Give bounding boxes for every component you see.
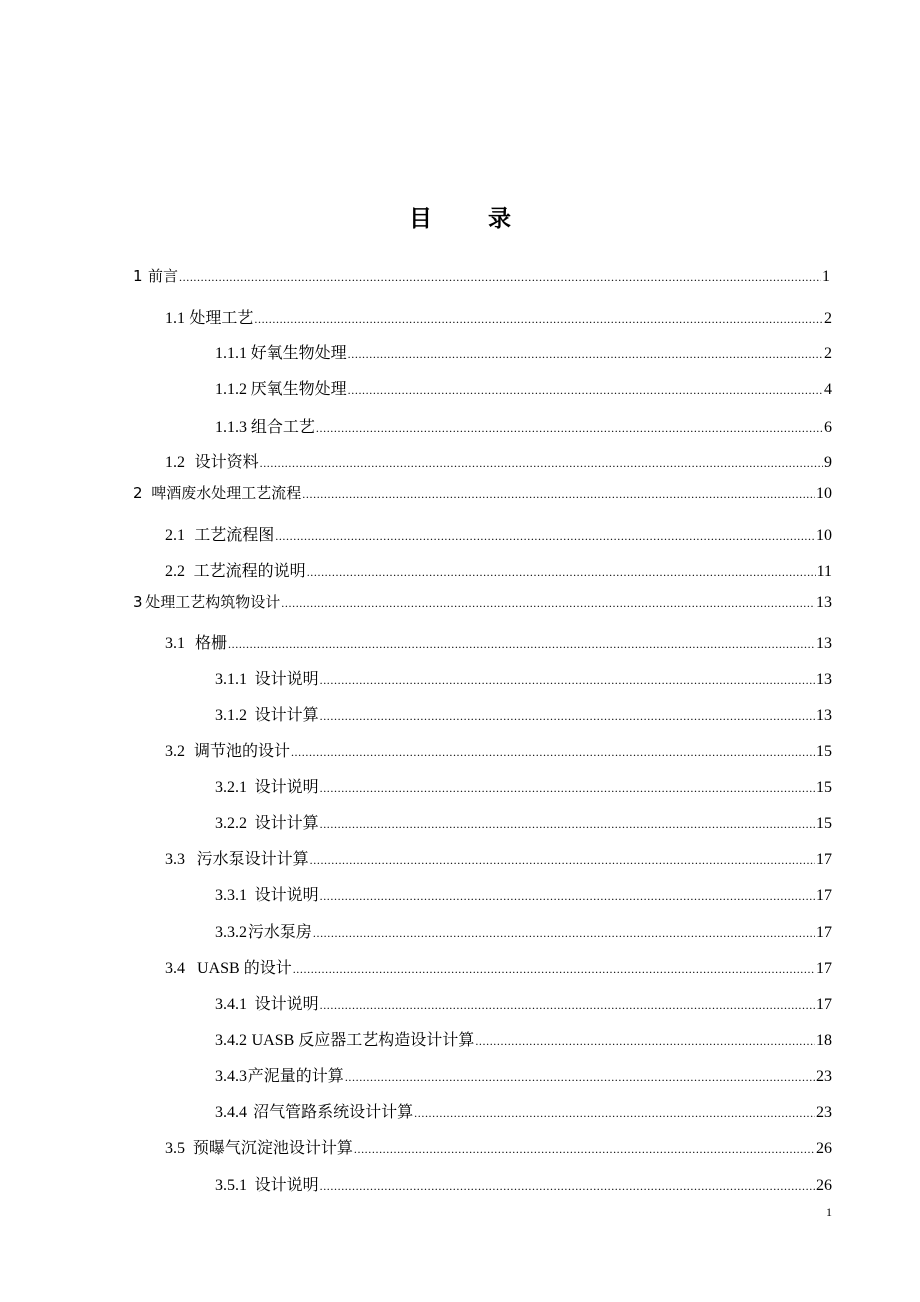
toc-entry[interactable]	[165, 1138, 832, 1160]
toc-entry-page: 17	[816, 960, 832, 977]
toc-entry[interactable]	[215, 1030, 832, 1052]
toc-leader-dots	[320, 705, 815, 727]
toc-entry[interactable]	[215, 777, 832, 799]
toc-entry-number: 3.3.2	[215, 924, 247, 941]
toc-entry-page: 1	[822, 268, 830, 285]
toc-entry[interactable]	[215, 669, 832, 691]
toc-entry-text: 设计说明	[254, 996, 319, 1013]
toc-leader-dots	[348, 379, 823, 401]
toc-entry-text: 工艺流程图	[194, 527, 275, 544]
toc-title: 目 录	[408, 206, 535, 232]
toc-entry-text: 设计计算	[254, 707, 319, 724]
toc-leader-dots	[260, 452, 823, 474]
toc-entry[interactable]	[215, 922, 832, 944]
toc-entry-number: 1.1.2	[215, 381, 247, 398]
toc-entry-page: 13	[816, 635, 832, 652]
toc-entry-text: 设计说明	[254, 1177, 319, 1194]
toc-entry-page: 17	[816, 887, 832, 904]
toc-entry-number: 1.1	[165, 310, 185, 327]
toc-entry[interactable]	[133, 591, 832, 613]
toc-entry-number: 2.1	[165, 527, 185, 544]
toc-leader-dots	[345, 1066, 815, 1088]
toc-entry-number: 3.1.1	[215, 671, 247, 688]
toc-entry[interactable]	[133, 265, 830, 287]
toc-entry-text: 设计说明	[254, 671, 319, 688]
toc-entry[interactable]	[165, 561, 832, 583]
toc-entry-text: 产泥量的计算	[247, 1068, 344, 1085]
toc-entry-number: 3.2.2	[215, 815, 247, 832]
toc-leader-dots	[307, 561, 816, 583]
toc-entry-text: UASB 反应器工艺构造设计计算	[251, 1032, 475, 1049]
toc-entry-number: 3.3.1	[215, 887, 247, 904]
toc-entry-text: 格栅	[195, 635, 228, 652]
toc-entry-text: UASB 的设计	[197, 960, 292, 977]
toc-entry-page: 26	[816, 1140, 832, 1157]
toc-entry-number: 1.1.3	[215, 419, 247, 436]
toc-leader-dots	[320, 1175, 815, 1197]
toc-entry-text: 前言	[148, 267, 179, 285]
toc-leader-dots	[275, 525, 815, 547]
toc-entry-text: 调节池的设计	[193, 743, 290, 760]
toc-entry[interactable]	[215, 343, 832, 365]
toc-entry-text: 设计说明	[254, 779, 319, 796]
toc-entry-text: 工艺流程的说明	[193, 563, 306, 580]
toc-entry-number: 3.4.2	[215, 1032, 247, 1049]
toc-entry-number: 3.1	[165, 635, 185, 652]
toc-leader-dots	[310, 849, 815, 871]
toc-leader-dots	[320, 777, 815, 799]
toc-entry-page: 23	[816, 1104, 832, 1121]
toc-entry-number: 3.4.1	[215, 996, 247, 1013]
toc-entry-text: 处理工艺构筑物设计	[145, 593, 281, 611]
toc-leader-dots	[293, 958, 815, 980]
toc-entry-page: 9	[824, 454, 832, 471]
toc-entry-number: 3.1.2	[215, 707, 247, 724]
toc-entry-page: 13	[816, 594, 832, 611]
toc-entry-number: 3.4	[165, 960, 185, 977]
toc-entry-number: 3.5	[165, 1140, 185, 1157]
toc-entry-page: 15	[816, 779, 832, 796]
toc-leader-dots	[291, 741, 815, 763]
toc-entry-page: 15	[816, 743, 832, 760]
toc-entry-text: 设计计算	[254, 815, 319, 832]
toc-leader-dots	[316, 417, 823, 439]
toc-entry[interactable]	[215, 813, 832, 835]
toc-leader-dots	[414, 1102, 815, 1124]
toc-entry-number: 3.2	[165, 743, 185, 760]
toc-entry-page: 6	[824, 419, 832, 436]
toc-entry-page: 26	[816, 1177, 832, 1194]
toc-entry[interactable]	[165, 525, 832, 547]
toc-entry-text: 啤酒废水处理工艺流程	[151, 484, 302, 502]
toc-entry-page: 13	[816, 671, 832, 688]
toc-entry[interactable]	[215, 1102, 832, 1124]
toc-entry-text: 处理工艺	[189, 310, 254, 327]
toc-entry-text: 好氧生物处理	[250, 345, 347, 362]
toc-entry-number: 3.3	[165, 851, 185, 868]
toc-leader-dots	[348, 343, 823, 365]
toc-entry-page: 10	[816, 485, 832, 502]
toc-entry-number: 3.4.3	[215, 1068, 247, 1085]
toc-entry-page: 13	[816, 707, 832, 724]
toc-entry-number: 3.2.1	[215, 779, 247, 796]
toc-entry[interactable]	[165, 849, 832, 871]
toc-entry-page: 17	[816, 924, 832, 941]
toc-leader-dots	[354, 1138, 815, 1160]
toc-entry-page: 18	[816, 1032, 832, 1049]
toc-leader-dots	[179, 266, 821, 288]
toc-entry[interactable]	[165, 308, 832, 330]
toc-entry[interactable]	[215, 379, 832, 401]
toc-entry-text: 污水泵设计计算	[196, 851, 309, 868]
toc-entry-page: 2	[824, 310, 832, 327]
toc-entry-number: 3.4.4	[215, 1104, 247, 1121]
toc-entry-number: 2	[133, 484, 143, 502]
toc-entry-number: 1	[133, 267, 143, 285]
toc-entry[interactable]	[165, 741, 832, 763]
toc-entry[interactable]	[215, 705, 832, 727]
toc-entry-page: 15	[816, 815, 832, 832]
toc-entry-text: 预曝气沉淀池设计计算	[192, 1140, 353, 1157]
toc-entry[interactable]	[215, 1066, 832, 1088]
toc-leader-dots	[475, 1030, 815, 1052]
toc-entry-number: 3	[133, 593, 143, 611]
toc-leader-dots	[320, 669, 815, 691]
toc-leader-dots	[320, 813, 815, 835]
toc-entry[interactable]	[165, 958, 832, 980]
toc-entry-page: 11	[816, 563, 832, 580]
toc-leader-dots	[313, 922, 815, 944]
toc-entry-page: 17	[816, 996, 832, 1013]
toc-entry-text: 设计资料	[194, 454, 259, 471]
toc-entry-text: 组合工艺	[250, 419, 315, 436]
toc-entry-number: 1.2	[165, 454, 185, 471]
toc-entry-page: 23	[816, 1068, 832, 1085]
toc-entry[interactable]	[133, 482, 832, 504]
toc-entry-page: 2	[824, 345, 832, 362]
toc-entry-page: 4	[824, 381, 832, 398]
toc-entry-page: 17	[816, 851, 832, 868]
toc-entry[interactable]	[215, 1175, 832, 1197]
toc-leader-dots	[302, 483, 815, 505]
page-number: 1	[826, 1205, 832, 1219]
toc-entry-page: 10	[816, 527, 832, 544]
toc-entry[interactable]	[165, 452, 832, 474]
toc-entry[interactable]	[215, 417, 832, 439]
toc-entry-text: 沼气管路系统设计计算	[253, 1104, 414, 1121]
toc-entry[interactable]	[215, 885, 832, 907]
toc-entry-text: 污水泵房	[247, 924, 312, 941]
toc-entry[interactable]	[215, 994, 832, 1016]
toc-entry-number: 2.2	[165, 563, 185, 580]
toc-leader-dots	[320, 994, 815, 1016]
toc-entry-number: 3.5.1	[215, 1177, 247, 1194]
toc-entry[interactable]	[165, 633, 832, 655]
toc-entry-text: 厌氧生物处理	[250, 381, 347, 398]
toc-entry-text: 设计说明	[254, 887, 319, 904]
toc-leader-dots	[281, 592, 815, 614]
toc-leader-dots	[254, 308, 823, 330]
toc-leader-dots	[320, 885, 815, 907]
toc-entry-number: 1.1.1	[215, 345, 247, 362]
toc-leader-dots	[228, 633, 815, 655]
